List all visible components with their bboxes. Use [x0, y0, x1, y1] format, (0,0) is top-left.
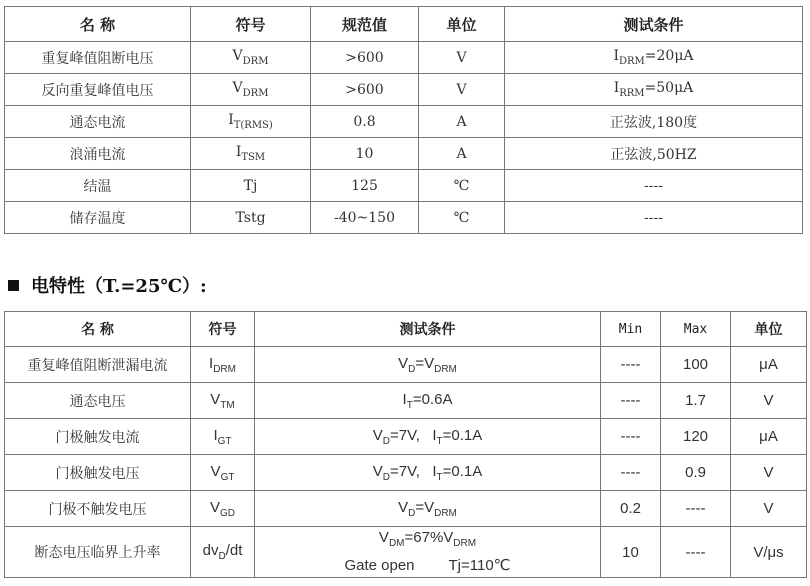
- table-row: [5, 202, 803, 234]
- table-row: [5, 419, 807, 455]
- table-row: [5, 491, 807, 527]
- rated-value: -40~150: [311, 202, 419, 234]
- table-row: [5, 170, 803, 202]
- symbol: Tstg: [191, 202, 311, 234]
- param-name: 重复峰值阻断泄漏电流: [5, 347, 191, 383]
- max-value: 120: [661, 419, 731, 455]
- header-symbol: 符号: [191, 7, 311, 42]
- test-condition: $I_{DRM}=20\mu A$: [505, 42, 803, 74]
- test-condition: 正弦波,50HZ: [505, 138, 803, 170]
- header-max: Max: [661, 312, 731, 347]
- test-condition: $V_D=V_{DRM}$: [255, 491, 601, 527]
- symbol: $I_{DRM}$: [191, 347, 255, 383]
- test-condition: ----: [505, 202, 803, 234]
- max-value: 1.7: [661, 383, 731, 419]
- symbol: $V_{TM}$: [191, 383, 255, 419]
- header-test-condition: 测试条件: [255, 312, 601, 347]
- table-row: [5, 106, 803, 138]
- table-row: [5, 347, 807, 383]
- max-value: ----: [661, 491, 731, 527]
- test-condition: [255, 527, 601, 578]
- unit: V: [419, 42, 505, 74]
- rated-value: >600: [311, 42, 419, 74]
- test-condition: $I_T=0.6A$: [255, 383, 601, 419]
- unit: V: [731, 383, 807, 419]
- min-value: ----: [601, 419, 661, 455]
- param-name: 储存温度: [5, 202, 191, 234]
- test-condition: $V_D=7V$, $I_T=0.1A$: [255, 455, 601, 491]
- header-name: 名 称: [5, 312, 191, 347]
- ratings-table: [4, 6, 803, 234]
- param-name: 反向重复峰值电压: [5, 74, 191, 106]
- param-name: 门极触发电流: [5, 419, 191, 455]
- min-value: ----: [601, 455, 661, 491]
- param-name: 重复峰值阻断电压: [5, 42, 191, 74]
- test-condition: 正弦波,180度: [505, 106, 803, 138]
- section-title: 电特性（T.=25℃）:: [8, 272, 207, 298]
- symbol: $V_{DRM}$: [191, 42, 311, 74]
- param-name: 通态电流: [5, 106, 191, 138]
- symbol: $V_{GD}$: [191, 491, 255, 527]
- table-row: [5, 74, 803, 106]
- min-value: ----: [601, 383, 661, 419]
- param-name: 通态电压: [5, 383, 191, 419]
- symbol: Tj: [191, 170, 311, 202]
- symbol: $I_{T(RMS)}$: [191, 106, 311, 138]
- symbol: $I_{TSM}$: [191, 138, 311, 170]
- rated-value: 125: [311, 170, 419, 202]
- header-min: Min: [601, 312, 661, 347]
- table-header-row: [5, 312, 807, 347]
- symbol: $I_{GT}$: [191, 419, 255, 455]
- param-name: 门极不触发电压: [5, 491, 191, 527]
- header-symbol: 符号: [191, 312, 255, 347]
- unit: ℃: [419, 170, 505, 202]
- unit: V: [731, 491, 807, 527]
- table-header-row: [5, 7, 803, 42]
- test-condition: ----: [505, 170, 803, 202]
- unit: μA: [731, 419, 807, 455]
- test-condition: $V_D=7V$, $I_T=0.1A$: [255, 419, 601, 455]
- unit: V: [419, 74, 505, 106]
- symbol: $V_{GT}$: [191, 455, 255, 491]
- max-value: 100: [661, 347, 731, 383]
- min-value: ----: [601, 347, 661, 383]
- header-unit: 单位: [731, 312, 807, 347]
- test-condition: $I_{RRM}=50\mu A$: [505, 74, 803, 106]
- header-test-condition: 测试条件: [505, 7, 803, 42]
- table-row: [5, 383, 807, 419]
- unit: ℃: [419, 202, 505, 234]
- table-row: [5, 455, 807, 491]
- table-row: [5, 527, 807, 578]
- electrical-characteristics-table: [4, 311, 807, 578]
- param-name: 浪涌电流: [5, 138, 191, 170]
- max-value: ----: [661, 527, 731, 578]
- condition-line-1: $V_{DM}=67\%V_{DRM}$: [378, 529, 477, 549]
- min-value: 0.2: [601, 491, 661, 527]
- header-name: 名 称: [5, 7, 191, 42]
- unit: V: [731, 455, 807, 491]
- unit: A: [419, 138, 505, 170]
- min-value: 10: [601, 527, 661, 578]
- test-condition: $V_D=V_{DRM}$: [255, 347, 601, 383]
- unit: A: [419, 106, 505, 138]
- header-rated-value: 规范值: [311, 7, 419, 42]
- param-name: 断态电压临界上升率: [5, 527, 191, 578]
- rated-value: 0.8: [311, 106, 419, 138]
- header-unit: 单位: [419, 7, 505, 42]
- unit: μA: [731, 347, 807, 383]
- rated-value: >600: [311, 74, 419, 106]
- param-name: 门极触发电压: [5, 455, 191, 491]
- symbol: $dv_D/dt$: [191, 527, 255, 578]
- table-row: [5, 42, 803, 74]
- symbol: $V_{DRM}$: [191, 74, 311, 106]
- rated-value: 10: [311, 138, 419, 170]
- square-bullet-icon: [8, 280, 19, 291]
- condition-line-2: Gate open Tj=110℃: [344, 557, 511, 574]
- unit: V/μs: [731, 527, 807, 578]
- table-row: [5, 138, 803, 170]
- max-value: 0.9: [661, 455, 731, 491]
- param-name: 结温: [5, 170, 191, 202]
